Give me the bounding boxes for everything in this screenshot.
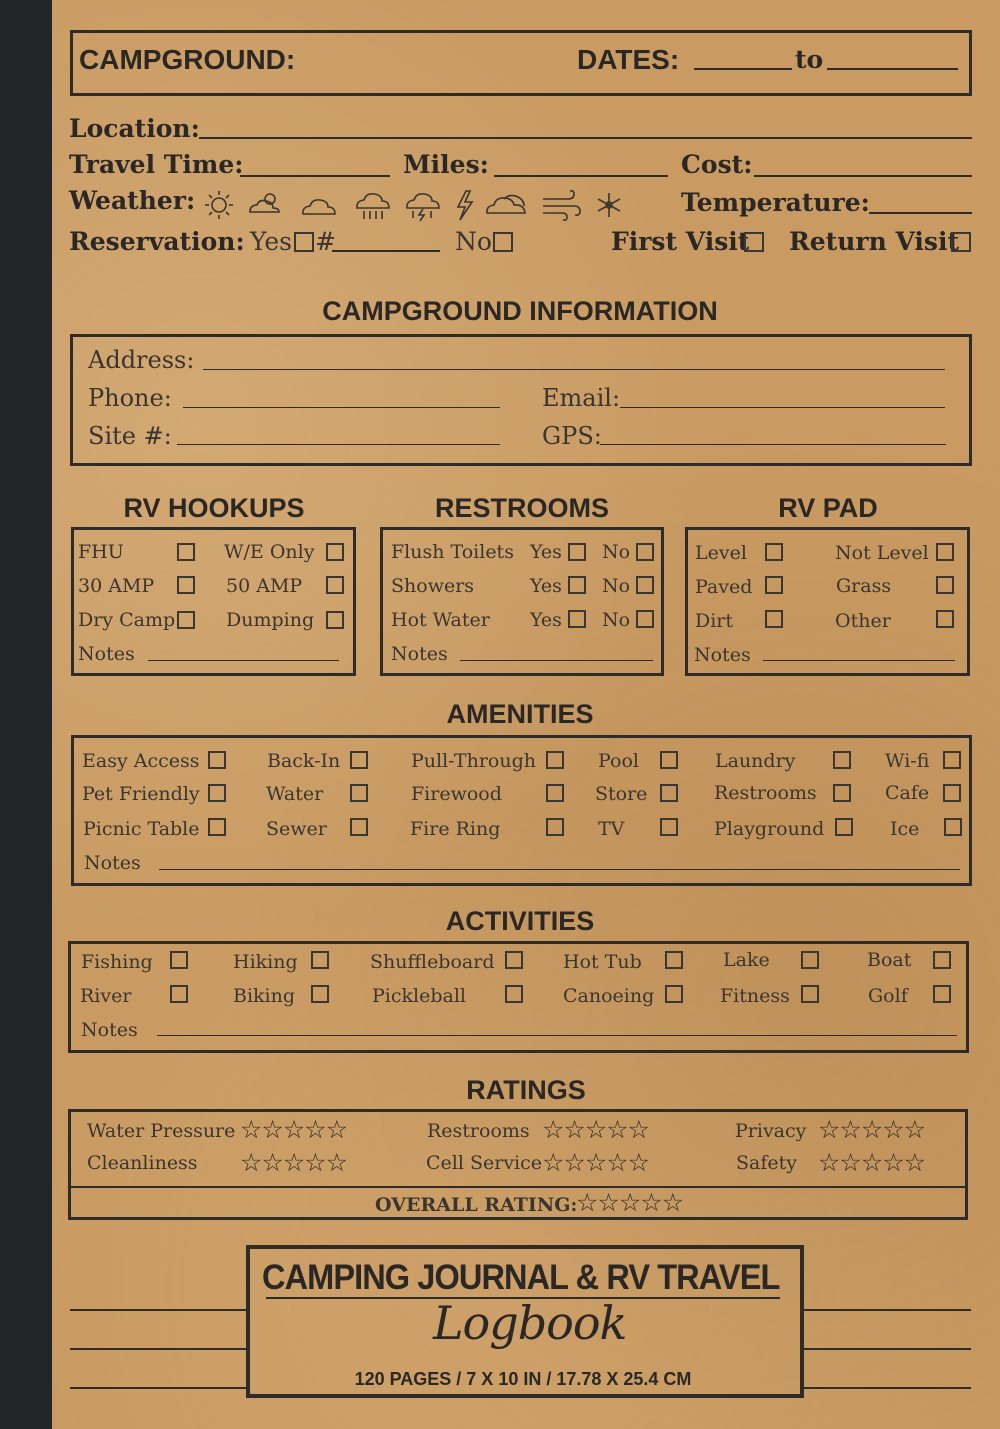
amenity-checkbox[interactable]	[833, 751, 851, 769]
activity-checkbox[interactable]	[665, 985, 683, 1003]
cloud-icon	[303, 200, 335, 214]
activity-checkbox[interactable]	[801, 985, 819, 1003]
restroom-row-label: Hot Water	[391, 609, 490, 631]
campground-label: CAMPGROUND:	[79, 44, 296, 75]
amenity-checkbox[interactable]	[546, 751, 564, 769]
activity-label: Hiking	[233, 951, 298, 973]
activity-label: Pickleball	[372, 985, 466, 1007]
restroom-yes-label: Yes	[530, 575, 562, 597]
amenity-label: Picnic Table	[83, 818, 200, 840]
amenity-label: Pull-Through	[411, 750, 536, 772]
restroom-row-label: Showers	[391, 575, 475, 597]
restroom-no-checkbox[interactable]	[636, 543, 654, 561]
address-field[interactable]	[203, 369, 945, 370]
reservation-hash-label: #	[315, 227, 336, 256]
restroom-no-checkbox[interactable]	[636, 576, 654, 594]
reservation-no-label: No	[455, 227, 492, 256]
amenity-checkbox[interactable]	[208, 751, 226, 769]
amenity-label: Firewood	[411, 783, 502, 805]
amenity-checkbox[interactable]	[835, 818, 853, 836]
travel-time-field[interactable]	[240, 175, 390, 177]
location-field[interactable]	[199, 137, 972, 139]
amenity-label: Back-In	[267, 750, 341, 772]
rating-stars[interactable]: ☆☆☆☆☆	[818, 1148, 926, 1177]
cover-script-title: Logbook	[433, 1296, 627, 1350]
restroom-yes-checkbox[interactable]	[568, 576, 586, 594]
temperature-label: Temperature:	[681, 188, 870, 217]
activity-label: Golf	[868, 985, 908, 1007]
restroom-no-label: No	[602, 575, 631, 597]
amenity-label: Sewer	[266, 818, 327, 840]
first-visit-label: First Visit	[611, 227, 750, 256]
activity-label: Shuffleboard	[370, 951, 495, 973]
site-label: Site #:	[88, 422, 172, 450]
amenity-checkbox[interactable]	[943, 751, 961, 769]
activity-label: Canoeing	[563, 985, 655, 1007]
reservation-yes-label: Yes	[250, 227, 292, 256]
rv-pad-notes-label: Notes	[694, 644, 751, 666]
activities-title: ACTIVITIES	[445, 906, 595, 936]
cost-field[interactable]	[754, 175, 972, 177]
activity-checkbox[interactable]	[170, 951, 188, 969]
rating-stars[interactable]: ☆☆☆☆☆	[240, 1115, 348, 1144]
rating-stars[interactable]: ☆☆☆☆☆	[542, 1115, 650, 1144]
rv-pad-label: Not Level	[835, 542, 929, 564]
amenity-label: Fire Ring	[410, 818, 501, 840]
overall-rating-stars[interactable]: ☆☆☆☆☆	[576, 1188, 684, 1217]
amenity-checkbox[interactable]	[660, 784, 678, 802]
restroom-yes-checkbox[interactable]	[568, 543, 586, 561]
activity-checkbox[interactable]	[801, 951, 819, 969]
lightning-icon	[458, 191, 472, 220]
cover-subtitle: 120 PAGES / 7 X 10 IN / 17.78 X 25.4 CM	[354, 1369, 692, 1389]
weather-icons	[202, 188, 632, 222]
activity-checkbox[interactable]	[505, 985, 523, 1003]
rating-label: Cell Service	[426, 1152, 543, 1174]
rating-stars[interactable]: ☆☆☆☆☆	[818, 1115, 926, 1144]
gps-field[interactable]	[600, 444, 946, 445]
restroom-no-label: No	[602, 609, 631, 631]
amenity-checkbox[interactable]	[943, 784, 961, 802]
snowflake-icon	[598, 193, 620, 217]
rv-pad-label: Level	[695, 542, 747, 564]
rv-pad-checkbox[interactable]	[936, 610, 954, 628]
sun-icon	[205, 191, 233, 219]
activity-checkbox[interactable]	[170, 985, 188, 1003]
wind-icon	[543, 191, 580, 220]
rating-label: Safety	[736, 1152, 797, 1174]
hookup-checkbox[interactable]	[326, 543, 344, 561]
restrooms-notes-label: Notes	[391, 643, 448, 665]
reservation-yes-checkbox[interactable]	[294, 232, 314, 252]
hookups-notes-label: Notes	[78, 643, 135, 665]
amenity-checkbox[interactable]	[833, 784, 851, 802]
restroom-yes-label: Yes	[530, 609, 562, 631]
amenity-label: Pool	[598, 750, 639, 772]
amenities-notes-field[interactable]	[159, 869, 960, 870]
activity-label: Lake	[723, 949, 770, 971]
amenity-label: Wi-fi	[885, 750, 930, 772]
thunderstorm-icon	[407, 194, 439, 221]
rv-pad-notes-field[interactable]	[763, 660, 955, 661]
first-visit-checkbox[interactable]	[744, 232, 764, 252]
amenity-checkbox[interactable]	[350, 784, 368, 802]
decor-line	[70, 1348, 248, 1350]
reservation-number-field[interactable]	[332, 250, 440, 252]
email-field[interactable]	[620, 407, 945, 408]
hookup-label: FHU	[78, 541, 124, 563]
weather-label: Weather:	[69, 186, 196, 215]
amenity-label: Laundry	[715, 750, 796, 772]
activity-label: Hot Tub	[563, 951, 642, 973]
amenity-checkbox[interactable]	[208, 784, 226, 802]
hookup-label: 50 AMP	[226, 575, 303, 597]
email-label: Email:	[542, 384, 621, 412]
amenity-label: Cafe	[885, 782, 930, 804]
activity-label: Fishing	[81, 951, 153, 973]
amenity-checkbox[interactable]	[350, 818, 368, 836]
amenity-checkbox[interactable]	[660, 751, 678, 769]
amenity-label: Water	[266, 783, 324, 805]
amenity-checkbox[interactable]	[350, 751, 368, 769]
campground-information-title: CAMPGROUND INFORMATION	[322, 296, 718, 326]
phone-field[interactable]	[183, 407, 500, 408]
campground-information-box	[70, 334, 972, 466]
rating-label: Privacy	[735, 1120, 807, 1142]
ratings-title: RATINGS	[466, 1075, 586, 1105]
amenity-label: Easy Access	[82, 750, 200, 772]
return-visit-checkbox[interactable]	[951, 232, 971, 252]
reservation-label: Reservation:	[69, 227, 245, 256]
overall-rating-label: OVERALL RATING:	[375, 1194, 578, 1216]
rv-pad-title: RV PAD	[778, 493, 878, 523]
amenity-label: Ice	[890, 818, 920, 840]
date-from-field[interactable]	[694, 68, 792, 70]
activity-checkbox[interactable]	[505, 951, 523, 969]
hookup-checkbox[interactable]	[326, 576, 344, 594]
phone-label: Phone:	[88, 384, 172, 412]
restroom-row-label: Flush Toilets	[391, 541, 514, 563]
return-visit-label: Return Visit	[789, 227, 960, 256]
restroom-yes-label: Yes	[530, 541, 562, 563]
amenity-label: Store	[595, 783, 648, 805]
date-to-field[interactable]	[827, 68, 958, 70]
temperature-field[interactable]	[869, 212, 972, 214]
hookups-notes-field[interactable]	[148, 660, 339, 661]
partly-cloudy-icon	[250, 194, 279, 212]
miles-field[interactable]	[494, 175, 668, 177]
hookup-label: W/E Only	[224, 541, 315, 563]
decor-line	[803, 1309, 971, 1311]
hookup-label: Dumping	[226, 609, 315, 631]
hookup-checkbox[interactable]	[177, 576, 195, 594]
hookup-label: Dry Camp	[78, 609, 176, 631]
amenity-checkbox[interactable]	[546, 784, 564, 802]
miles-label: Miles:	[403, 150, 489, 179]
rating-label: Restrooms	[427, 1120, 530, 1142]
activity-checkbox[interactable]	[311, 985, 329, 1003]
hookup-checkbox[interactable]	[177, 543, 195, 561]
gps-label: GPS:	[542, 422, 602, 450]
overcast-icon	[487, 195, 525, 213]
rv-hookups-title: RV HOOKUPS	[123, 493, 305, 523]
rating-label: Cleanliness	[87, 1152, 198, 1174]
rain-icon	[357, 194, 389, 219]
activity-label: River	[80, 985, 132, 1007]
rv-pad-checkbox[interactable]	[765, 543, 783, 561]
rv-pad-label: Other	[835, 610, 891, 632]
cover-title: CAMPING JOURNAL & RV TRAVEL	[262, 1258, 780, 1297]
restrooms-title: RESTROOMS	[434, 493, 609, 523]
amenity-checkbox[interactable]	[208, 818, 226, 836]
activities-notes-field[interactable]	[157, 1035, 957, 1036]
amenity-label: Pet Friendly	[82, 783, 200, 805]
rv-pad-checkbox[interactable]	[936, 576, 954, 594]
rv-pad-label: Grass	[836, 575, 892, 597]
cost-label: Cost:	[681, 150, 753, 179]
amenities-title: AMENITIES	[446, 699, 594, 729]
rv-pad-checkbox[interactable]	[936, 543, 954, 561]
address-label: Address:	[88, 346, 195, 374]
rating-stars[interactable]: ☆☆☆☆☆	[240, 1148, 348, 1177]
hookup-checkbox[interactable]	[177, 611, 195, 629]
amenity-label: Playground	[714, 818, 825, 840]
activity-checkbox[interactable]	[933, 951, 951, 969]
rv-pad-label: Paved	[695, 576, 753, 598]
amenity-label: TV	[598, 818, 625, 840]
hookup-checkbox[interactable]	[326, 611, 344, 629]
decor-line	[803, 1348, 971, 1350]
rating-stars[interactable]: ☆☆☆☆☆	[542, 1148, 650, 1177]
hookup-label: 30 AMP	[78, 575, 155, 597]
activity-checkbox[interactable]	[311, 951, 329, 969]
activity-label: Biking	[233, 985, 296, 1007]
activity-label: Fitness	[720, 985, 790, 1007]
amenity-checkbox[interactable]	[944, 818, 962, 836]
amenity-checkbox[interactable]	[660, 818, 678, 836]
restroom-no-label: No	[602, 541, 631, 563]
to-label: to	[795, 45, 824, 74]
amenity-label: Restrooms	[714, 782, 817, 804]
site-field[interactable]	[177, 444, 500, 445]
activity-checkbox[interactable]	[933, 985, 951, 1003]
dates-label: DATES:	[577, 44, 680, 75]
restroom-yes-checkbox[interactable]	[568, 610, 586, 628]
rv-pad-label: Dirt	[695, 610, 734, 632]
amenity-checkbox[interactable]	[546, 818, 564, 836]
rating-label: Water Pressure	[87, 1120, 236, 1142]
rv-pad-checkbox[interactable]	[765, 576, 783, 594]
rv-pad-checkbox[interactable]	[765, 610, 783, 628]
activity-label: Boat	[867, 949, 912, 971]
travel-time-label: Travel Time:	[69, 150, 244, 179]
ratings-divider	[71, 1186, 965, 1188]
location-label: Location:	[69, 114, 200, 143]
amenities-notes-label: Notes	[84, 852, 141, 874]
restrooms-notes-field[interactable]	[460, 660, 653, 661]
activity-checkbox[interactable]	[665, 951, 683, 969]
activities-notes-label: Notes	[81, 1019, 138, 1041]
decor-line	[70, 1309, 248, 1311]
restroom-no-checkbox[interactable]	[636, 610, 654, 628]
reservation-no-checkbox[interactable]	[493, 232, 513, 252]
